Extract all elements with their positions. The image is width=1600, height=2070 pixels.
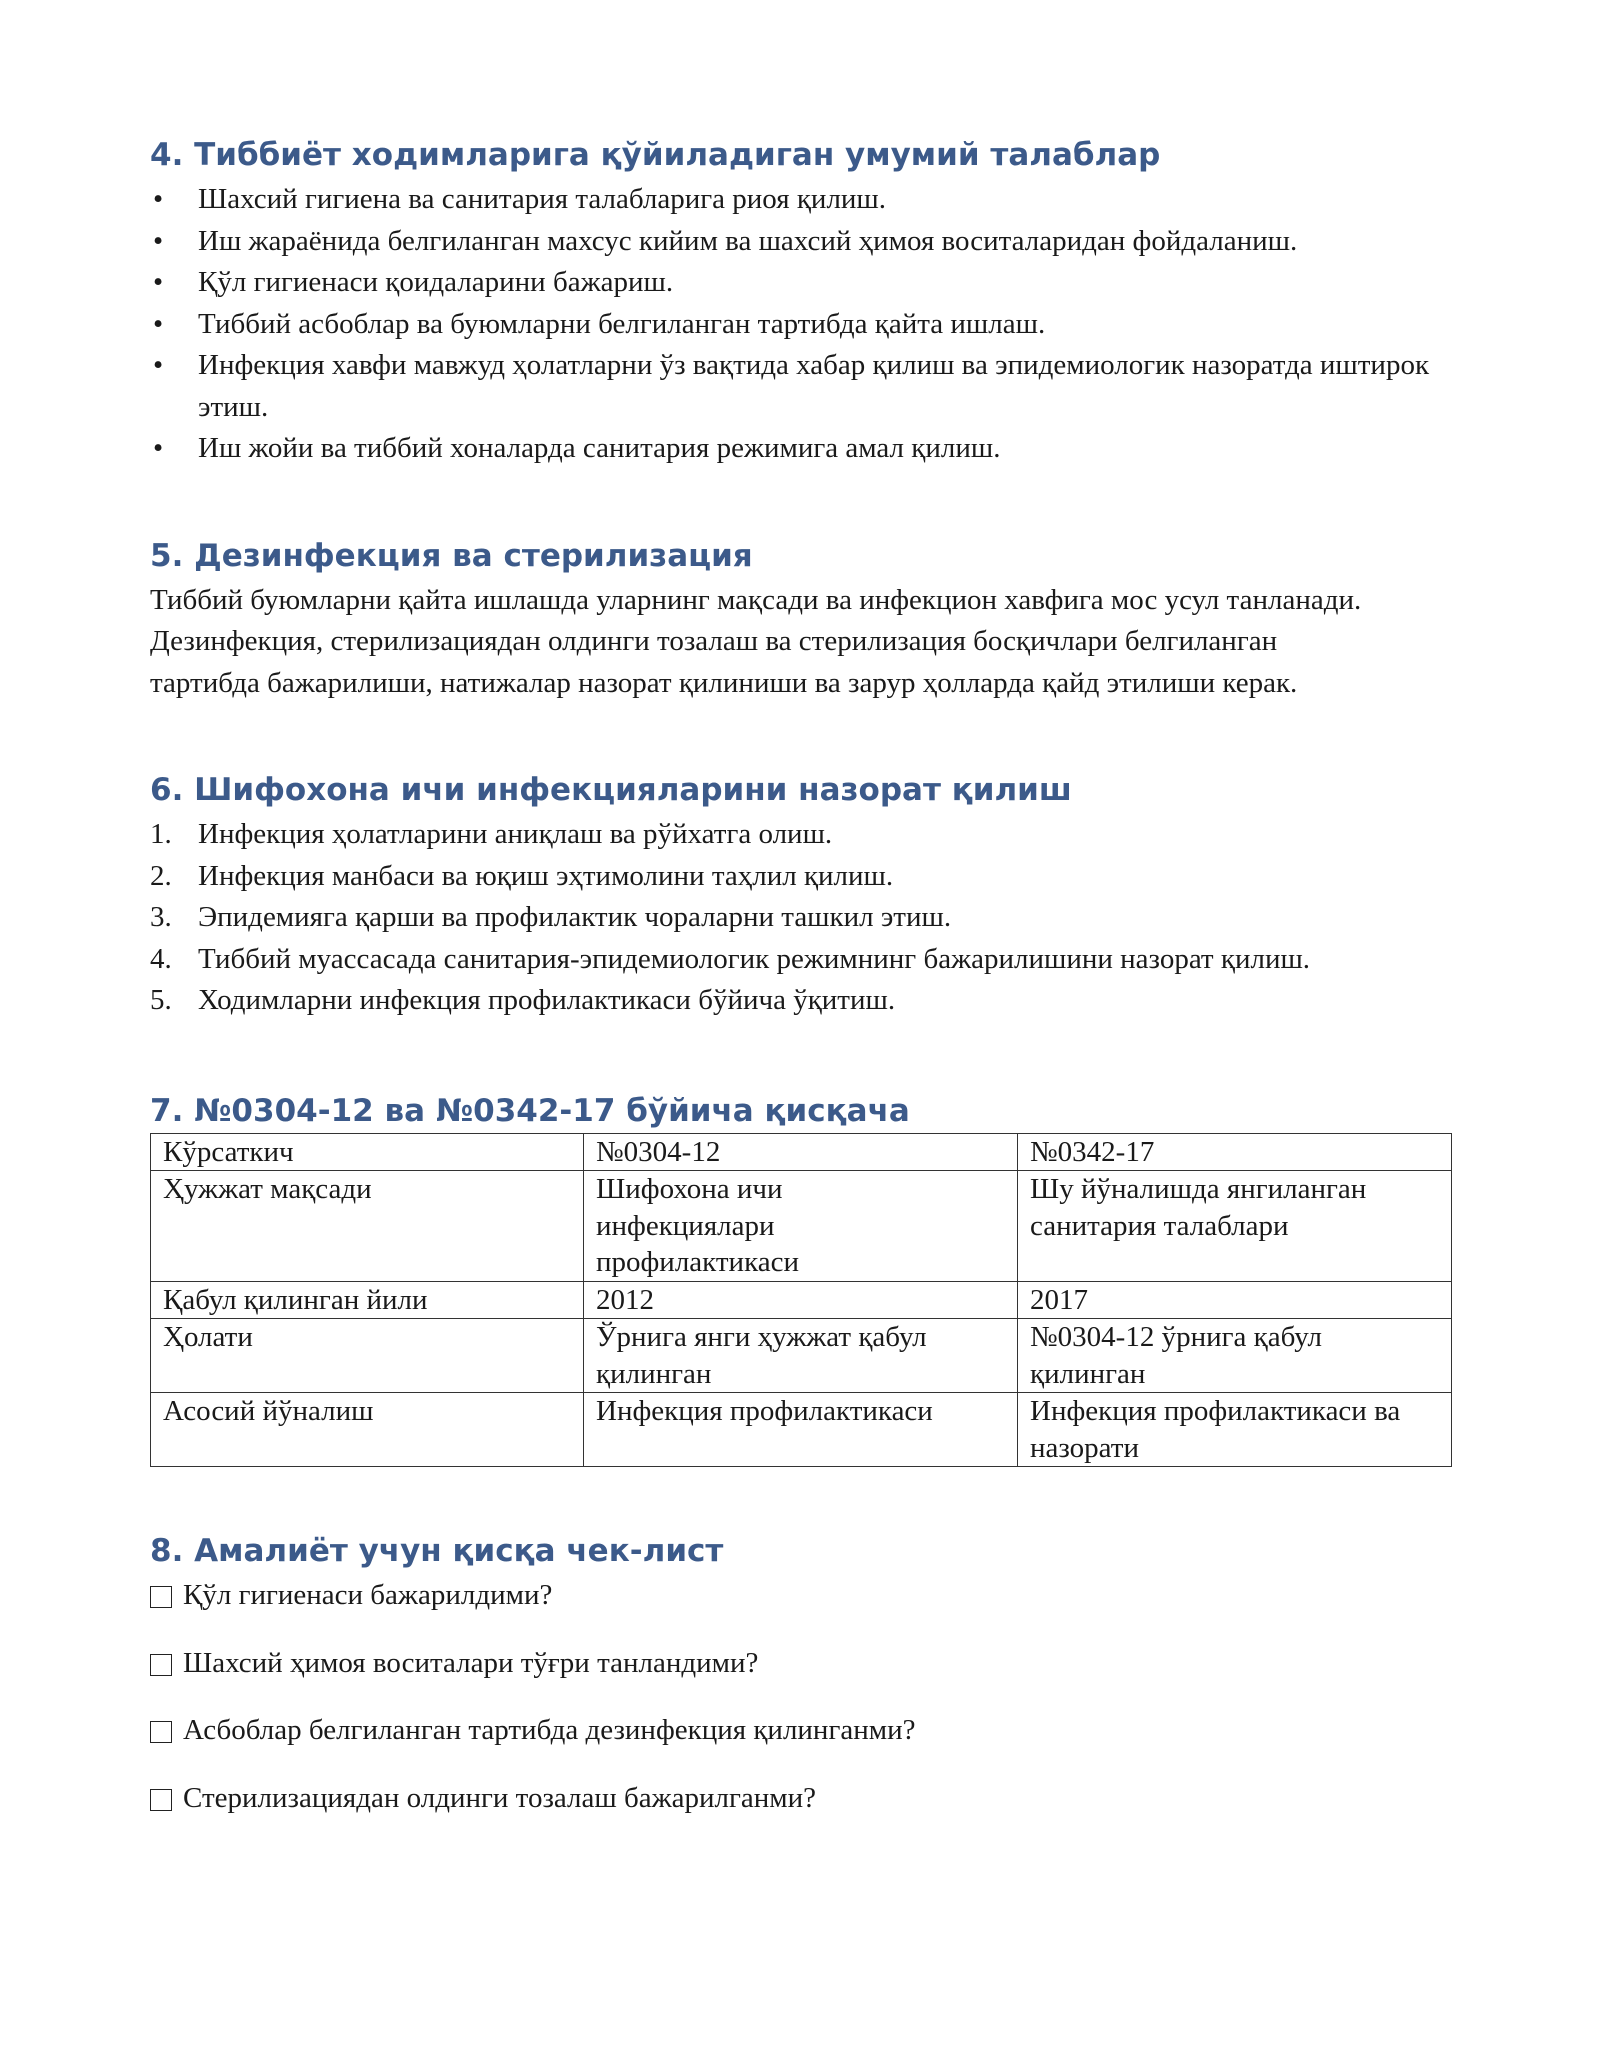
- list-item: 3. Эпидемияга қарши ва профилактик чораларни ташкил этиш.: [150, 901, 952, 933]
- section-5-paragraph: Тиббий буюмларни қайта ишлашда уларнинг мақсади ва инфекцион хавфига мос усул танланади. Дезинфекция, стерилизациядан олдинги тозалаш ва стерилизация босқичлари белгиланган тартибда бажарилиши, натижалар назорат қилиниши ва зарур ҳолларда қайд этилиши керак.: [150, 583, 1362, 699]
- table-row: [151, 1281, 1452, 1319]
- bullet-icon: •: [153, 183, 164, 215]
- checklist: [150, 1575, 1450, 1819]
- checkbox-icon[interactable]: [150, 1654, 172, 1676]
- list-item: • Тиббий асбоблар ва буюмларни белгиланган тартибда қайта ишлаш.: [150, 304, 1450, 346]
- checklist-item[interactable]: Шахсий ҳимоя воситалари тўғри танландими?: [150, 1643, 1450, 1685]
- bullet-icon: •: [153, 307, 164, 340]
- table-cell: Асосий йўналиш: [151, 1393, 584, 1467]
- section-7-heading: 7. №0304-12 ва №0342-17 бўйича қисқача: [150, 1092, 910, 1129]
- table-cell: Қабул қилинган йили: [151, 1281, 584, 1319]
- list-item: • Иш жойи ва тиббий хоналарда санитария режимига амал қилиш.: [150, 428, 1450, 470]
- list-item: • Иш жараёнида белгиланган махсус кийим ва шахсий ҳимоя воситаларидан фойдаланиш.: [150, 221, 1450, 263]
- table-row: [151, 1171, 1452, 1282]
- summary-table: [150, 1133, 1452, 1468]
- table-row: [151, 1393, 1452, 1467]
- checklist-item[interactable]: Асбоблар белгиланган тартибда дезинфекция қилинганми?: [150, 1710, 1450, 1752]
- table-header-cell: №0342-17: [1018, 1133, 1452, 1171]
- table-header-row: [151, 1133, 1452, 1171]
- section-5-heading: 5. Дезинфекция ва стерилизация: [150, 537, 753, 574]
- list-item: 5. Ходимларни инфекция профилактикаси бўйича ўқитиш.: [150, 984, 896, 1016]
- section-6-list: [150, 814, 1450, 1022]
- table-cell: Шифохона ичи инфекциялари профилактикаси: [584, 1171, 1018, 1282]
- table-cell: Инфекция профилактикаси ва назорати: [1018, 1393, 1452, 1467]
- bullet-icon: •: [153, 349, 164, 381]
- list-item: 2. Инфекция манбаси ва юқиш эҳтимолини таҳлил қилиш.: [150, 859, 894, 892]
- list-item: • Қўл гигиенаси қоидаларини бажариш.: [150, 262, 1450, 304]
- checklist-item[interactable]: Стерилизациядан олдинги тозалаш бажарилганми?: [150, 1778, 1450, 1820]
- bullet-icon: •: [153, 266, 164, 298]
- table-row: [151, 1319, 1452, 1393]
- table-cell: Шу йўналишда янгиланган санитария талаблари: [1018, 1171, 1452, 1282]
- list-item: • Шахсий гигиена ва санитария талабларига риоя қилиш.: [150, 179, 1450, 221]
- bullet-icon: •: [153, 432, 164, 464]
- table-header-cell: Кўрсаткич: [151, 1133, 584, 1171]
- table-header-cell: №0304-12: [584, 1133, 1018, 1171]
- checklist-item[interactable]: Қўл гигиенаси бажарилдими?: [150, 1575, 1450, 1617]
- table-cell: Ҳолати: [151, 1319, 584, 1393]
- table-cell: Ҳужжат мақсади: [151, 1171, 584, 1282]
- checkbox-icon[interactable]: [150, 1721, 172, 1743]
- bullet-icon: •: [153, 224, 164, 257]
- table-cell: №0304-12 ўрнига қабул қилинган: [1018, 1319, 1452, 1393]
- table-cell: 2017: [1018, 1281, 1452, 1319]
- checkbox-icon[interactable]: [150, 1586, 172, 1608]
- list-item: 4. Тиббий муассасада санитария-эпидемиологик режимнинг бажарилишини назорат қилиш.: [150, 942, 1311, 975]
- section-4-list: [150, 179, 1450, 470]
- table-cell: Ўрнига янги ҳужжат қабул қилинган: [584, 1319, 1018, 1393]
- list-item: 1. Инфекция ҳолатларини аниқлаш ва рўйхатга олиш.: [150, 818, 833, 850]
- section-6-heading: 6. Шифохона ичи инфекцияларини назорат қилиш: [150, 772, 1072, 808]
- checkbox-icon[interactable]: [150, 1789, 172, 1811]
- list-item: • Инфекция хавфи мавжуд ҳолатларни ўз вақтида хабар қилиш ва эпидемиологик назоратда иштирок этиш.: [150, 345, 1450, 428]
- table-cell: Инфекция профилактикаси: [584, 1393, 1018, 1467]
- table-cell: 2012: [584, 1281, 1018, 1319]
- document-page: [150, 130, 1450, 1819]
- section-8-heading: 8. Амалиёт учун қисқа чек-лист: [150, 1533, 724, 1569]
- section-4-heading: 4. Тиббиёт ходимларига қўйиладиган умумий талаблар: [150, 137, 1161, 173]
